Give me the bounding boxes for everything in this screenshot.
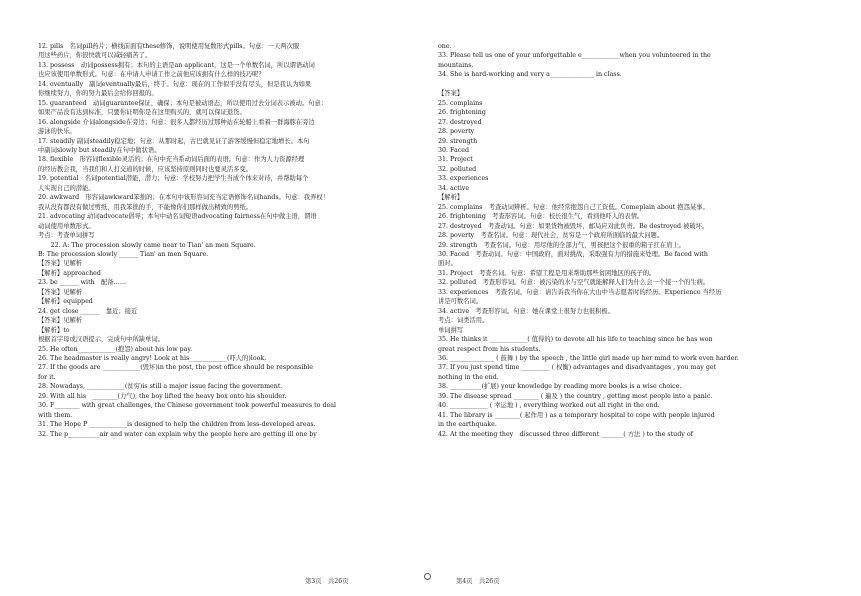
text-line: 30. F________ with great challenges, the Chinese government took powerful measures to deal xyxy=(38,402,336,410)
text-line: 21. advocating 动词advocate倡导；本句中动名词短语advocating fairness在句中做主语，谓语 xyxy=(38,213,317,221)
right-page-content xyxy=(438,42,830,570)
text-line: 单词拼写 xyxy=(438,326,464,334)
text-line: 22. A: The procession slowly came near to Tian' an men Square. xyxy=(38,241,256,249)
page-divider-circle-icon xyxy=(424,573,431,580)
text-line: in the earthquake. xyxy=(438,421,497,429)
text-line: 也应该使用单数形式。句意：在申请人申请工作之前他应该拥有什么样的技巧呢？ xyxy=(38,71,265,79)
text-line: 30. Faced 考查动词。句意：中国政府，面对挑战，采取强有力的措施来处理。Be faced with xyxy=(438,250,708,258)
text-line: for it. xyxy=(38,373,56,381)
text-line: 【解析】approached xyxy=(38,269,101,277)
text-line: 【答案】见解析 xyxy=(38,260,83,268)
text-line: 26. frightening xyxy=(438,109,486,117)
text-line: 27. destroyed xyxy=(438,118,482,126)
text-line: 30. Faced xyxy=(438,146,469,154)
text-line: 【答案】 xyxy=(438,90,464,98)
text-line: 用这些药片，你很快就可以减轻痛苦了。 xyxy=(38,52,152,60)
text-line: 17. steadily 副词steadily稳定地；句意：从那时起，古巴就见证了游客缓慢但稳定地增长。本句 xyxy=(38,137,310,145)
text-line: 中副词slowly but steadily在句中做状语。 xyxy=(38,146,161,154)
text-line: 人实现自己的潜能。 xyxy=(38,184,95,192)
text-line: 15. guaranteed 动词guarantee保证，确保；本句是被动语态，所以使用过去分词表示被动。句意： xyxy=(38,99,328,107)
text-line: 考点：词类活用。 xyxy=(438,317,489,325)
text-line: 33. experiences 考查名词。句意：请告诉我当你在大山中当志愿者时的经历。Experience 当经历 xyxy=(438,288,722,296)
text-line: 根据首字母或汉语提示，完成句中所缺单词。 xyxy=(38,336,164,344)
text-line: 动词使用单数形式。 xyxy=(38,222,95,230)
text-line: great respect from his students. xyxy=(438,345,541,353)
text-line: 的经历教会我，当我们和人打交道的时候，应该坚持原则同时也要灵活多变。 xyxy=(38,165,253,173)
text-line: 如果产品没有达到标准，只要你证明你是在这里购买的，就可以保证退货。 xyxy=(38,109,246,117)
text-line: one. xyxy=(438,43,452,50)
text-line: 35. He thinks it ____________( 值得的) to devote all his life to teaching since he has won xyxy=(438,336,713,344)
text-line: 28. Nowadays, ____________(贫穷)is still a major issue facing the government. xyxy=(38,383,283,391)
text-line: 27. If the goods are ____________(毁坏)in the post, the post office should be responsible xyxy=(38,364,314,372)
text-line: 讲是可数名词。 xyxy=(438,298,483,306)
text-line: 33. Please tell us one of your unforgettable e____________when you volunteered in the xyxy=(438,52,711,60)
text-line: 26. The headmaster is really angry! Look at his____________(吓人的)look. xyxy=(38,354,267,362)
text-line: 37. If you just spend time _________ ( 权衡) advantages and disadvantages , you may get xyxy=(438,364,717,372)
text-line: 【解析】 xyxy=(438,194,464,202)
text-line: 36. ______________ ( 鼓舞 ) by the speech , the little girl made up her mind to work even harder. xyxy=(438,354,739,362)
text-line: 24. get close ______ 靠近；接近 xyxy=(38,307,138,315)
text-line: 41. The library is ________( 起作用 ) as a temporary hospital to cope with people injured xyxy=(438,411,715,419)
text-line: 我从没有都没有做过剪纸，用我笨拙的手，不能像你们那样做出精致的剪纸。 xyxy=(38,203,253,211)
text-line: 28. poverty 考查名词。句意：现代社会，贫穷是一个政府所面临的最大问题。 xyxy=(438,232,664,240)
text-line: 12. pills 名词pill药片；横线前面有these修饰，说明使用复数形式pills。句意：一天两次服 xyxy=(38,43,300,50)
text-line: 31. Project 考查名词。句意：希望工程是用来帮助那些贫困地区的孩子的。 xyxy=(438,269,656,277)
text-line: 【解析】equipped xyxy=(38,298,93,306)
text-line: 32. polluted 考查形容词。句意：被污染的水与空气就能解释人们为什么会一个接一个的生病。 xyxy=(438,279,710,287)
text-line: 14. eventually 副词eventually最后，终于。句意：现在的工作似乎没有尽头，但是我认为如果 xyxy=(38,80,312,88)
text-line: 40. ____________ ( 幸运地 ) , everything worked out all right in the end. xyxy=(438,402,660,410)
text-line: 38. __________(扩展) your knowledge by reading more books is a wise choice. xyxy=(438,383,682,391)
text-line: 25. He often____________(抱怨) about his low pay. xyxy=(38,345,193,353)
text-line: 面对。 xyxy=(438,260,457,268)
text-line: 13. possess 动词possess拥有；本句的主语是an applicant，这是一个单数名词，所以谓语动词 xyxy=(38,61,315,69)
text-line: 23. be ______ with 配备…… xyxy=(38,279,127,287)
text-line: 31. The Hope P ____________is designed to help the children from less-developed areas. xyxy=(38,421,316,429)
text-line: 【答案】见解析 xyxy=(38,317,83,325)
text-line: 34. active xyxy=(438,184,470,192)
text-line: 19. potential 名词potential潜能，潜力；句意：学校努力把学生当成个体来对待，并帮助每个 xyxy=(38,175,309,183)
text-line: 游泳的快乐。 xyxy=(38,128,76,136)
text-line: 34. active 考查形容词。句意：她在课堂上很努力也很积极。 xyxy=(438,307,614,315)
text-line: 29. strength xyxy=(438,137,478,145)
text-line: 26. frightening 考查形容词。句意：校长很生气，看到他吓人的表情。 xyxy=(438,213,644,221)
text-line: 25. complains xyxy=(438,99,483,107)
page-number-right: 第4页 共26页 xyxy=(456,578,500,585)
text-line: 27. destroyed 考查动词。句意：如果货物被毁坏，邮局应对此负责。Be destroyed 被破坏。 xyxy=(438,222,709,230)
text-line: B: The procession slowly ______ Tian' an men Square. xyxy=(38,250,209,258)
text-line: with them. xyxy=(38,411,73,419)
text-line: 18. flexible 形容词flexible灵活的；在句中充当系动词后面的表语。句意：作为人力资源经理 xyxy=(38,156,305,164)
text-line: nothing in the end. xyxy=(438,373,499,381)
text-line: 32. polluted xyxy=(438,165,477,173)
page-number-left: 第3页 共26页 xyxy=(305,578,349,585)
text-line: 25. complains 考查动词辨析。句意：他经常抱怨自己工资低。Comeplain about 抱怨某事。 xyxy=(438,203,709,211)
left-page-content xyxy=(38,42,420,570)
text-line: 【答案】见解析 xyxy=(38,288,83,296)
text-line: 16. alongside 介词alongside在旁边；句意：很多人都经历过那种站在轮船上看着一群海豚在旁边 xyxy=(38,118,315,126)
text-line: 20. awkward 形容词awkward笨拙的；在本句中该形容词充当定语修饰名词hands。句意：我弄权！ xyxy=(38,194,329,202)
text-line: 【解析】to xyxy=(38,326,70,334)
text-line: 29. strength 考查名词。句意：用尽他的全部力气，男孩把这个很重的箱子扛在肩上。 xyxy=(438,241,685,249)
text-line: 29. With all his ________(力气), the boy lifted the heavy box onto his shoulder. xyxy=(38,392,287,400)
text-line: 33. experiences xyxy=(438,175,489,183)
text-line xyxy=(438,80,830,89)
text-line: 34. She is hard-working and very a______________ in class. xyxy=(438,71,622,79)
text-line: mountains. xyxy=(438,61,474,69)
text-line: 考点：考查单词拼写 xyxy=(38,232,95,240)
text-line: 39. The disease spread ________ ( 遍及 ) the country , getting most people into a panic. xyxy=(438,392,713,400)
text-line: 28. poverty xyxy=(438,128,475,136)
text-line: 31. Project xyxy=(438,156,473,164)
text-line: 你继续努力，你的努力最后会给你回报的。 xyxy=(38,90,158,98)
text-line: 42. At the meeting they discussed three different _______( 方法 ) to the study of xyxy=(438,430,693,438)
text-line: 32. The p__________air and water can explain why the people here are getting ill one by xyxy=(38,430,317,438)
